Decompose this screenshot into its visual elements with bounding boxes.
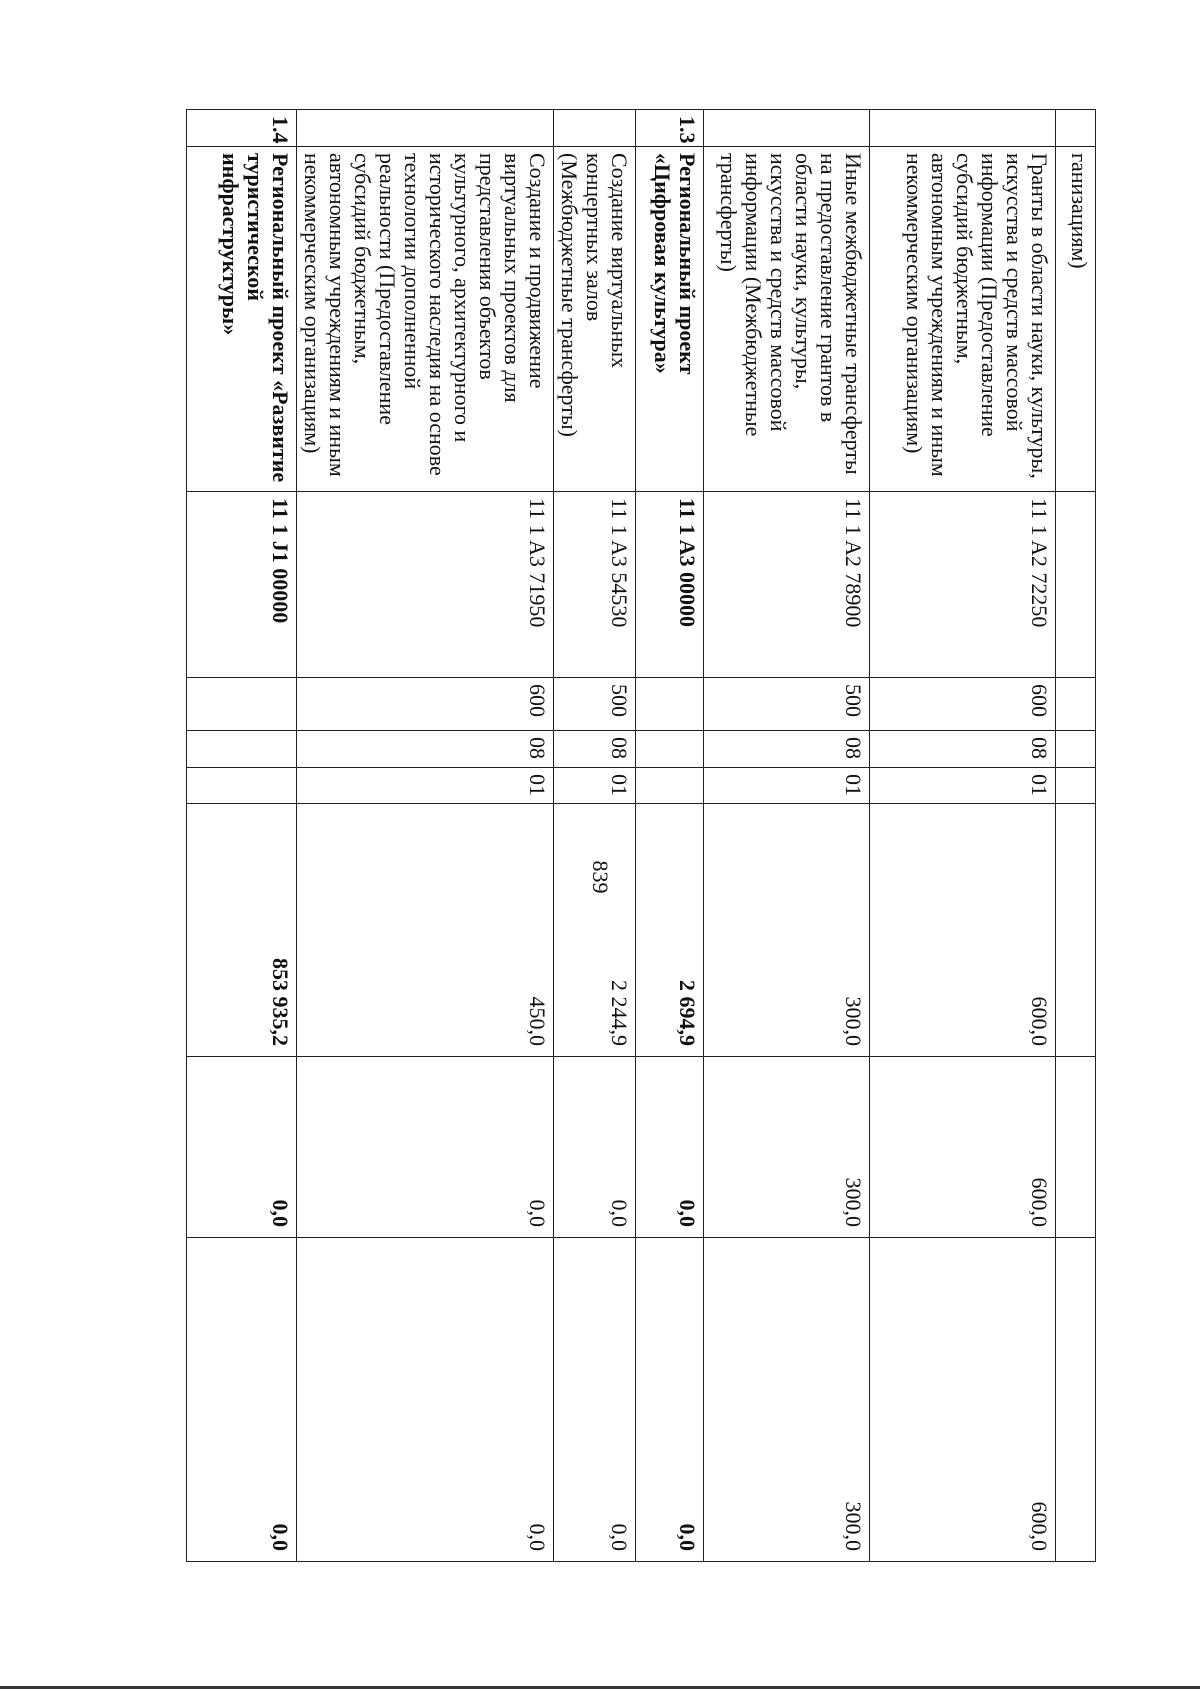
target-code: 11 1 A2 72250 bbox=[870, 492, 1056, 678]
amount-year-2: 0,0 bbox=[554, 1057, 636, 1238]
target-code: 11 1 A3 00000 bbox=[636, 492, 704, 678]
item-name: Иные межбюджетные трансферты на предоставление грантов в области науки, культуры, искусства и средств массовой информации (Межбюджетные трансферты) bbox=[704, 147, 870, 492]
expense-type bbox=[1056, 678, 1096, 731]
amount-year-3: 0,0 bbox=[636, 1238, 704, 1562]
target-code: 11 1 A3 71950 bbox=[297, 492, 554, 678]
item-name: ганизациям) bbox=[1056, 147, 1096, 492]
row-number: 1.4 bbox=[187, 110, 297, 147]
page-number: 839 bbox=[588, 860, 613, 894]
section-code bbox=[1056, 731, 1096, 768]
row-number bbox=[870, 110, 1056, 147]
amount-year-2: 0,0 bbox=[636, 1057, 704, 1238]
subsection-code: 01 bbox=[554, 768, 636, 804]
amount-year-1: 450,0 bbox=[297, 804, 554, 1057]
amount-year-2 bbox=[1056, 1057, 1096, 1238]
amount-year-3: 600,0 bbox=[870, 1238, 1056, 1562]
subsection-code bbox=[187, 768, 297, 804]
row-number bbox=[1056, 110, 1096, 147]
amount-year-2: 600,0 bbox=[870, 1057, 1056, 1238]
table-row bbox=[704, 110, 870, 1562]
expense-type bbox=[636, 678, 704, 731]
expense-type: 500 bbox=[554, 678, 636, 731]
table-row-section bbox=[636, 110, 704, 1562]
item-name: Региональный проект «Цифровая культура» bbox=[636, 147, 704, 492]
expense-type: 600 bbox=[297, 678, 554, 731]
table-row bbox=[297, 110, 554, 1562]
subsection-code: 01 bbox=[870, 768, 1056, 804]
budget-table bbox=[186, 109, 1096, 1562]
target-code bbox=[1056, 492, 1096, 678]
subsection-code: 01 bbox=[704, 768, 870, 804]
amount-year-1: 600,0 bbox=[870, 804, 1056, 1057]
item-name: Создание виртуальных концертных залов (Межбюджетные трансферты) bbox=[554, 147, 636, 492]
amount-year-1: 853 935,2 bbox=[187, 804, 297, 1057]
row-number bbox=[704, 110, 870, 147]
rotated-table-container bbox=[203, 109, 1096, 1561]
row-number bbox=[554, 110, 636, 147]
table-body bbox=[187, 110, 1096, 1562]
expense-type: 500 bbox=[704, 678, 870, 731]
expense-type: 600 bbox=[870, 678, 1056, 731]
amount-year-1: 300,0 bbox=[704, 804, 870, 1057]
target-code: 11 1 A3 54530 bbox=[554, 492, 636, 678]
section-code: 08 bbox=[554, 731, 636, 768]
amount-year-2: 300,0 bbox=[704, 1057, 870, 1238]
subsection-code: 01 bbox=[297, 768, 554, 804]
item-name: Гранты в области науки, культуры, искусства и средств массовой информации (Предоставление субсидий бюджетным, автономным учреждениям и иным некоммерческим организациям) bbox=[870, 147, 1056, 492]
budget-table-wrapper bbox=[203, 109, 1096, 1561]
expense-type bbox=[187, 678, 297, 731]
row-number bbox=[297, 110, 554, 147]
subsection-code bbox=[1056, 768, 1096, 804]
amount-year-1: 2 694,9 bbox=[636, 804, 704, 1057]
item-name: Создание и продвижение виртуальных проектов для представления объектов культурного, архитектурного и исторического наследия на основе технологии дополненной реальности (Предоставление субсидий бюджетным, автономным учреждениям и иным некоммерческим организациям) bbox=[297, 147, 554, 492]
section-code bbox=[636, 731, 704, 768]
table-row bbox=[554, 110, 636, 1562]
amount-year-3: 0,0 bbox=[187, 1238, 297, 1562]
item-name: Региональный проект «Развитие туристической инфраструктуры» bbox=[187, 147, 297, 492]
amount-year-3: 0,0 bbox=[297, 1238, 554, 1562]
amount-year-3: 0,0 bbox=[554, 1238, 636, 1562]
table-row-section bbox=[187, 110, 297, 1562]
amount-year-3 bbox=[1056, 1238, 1096, 1562]
amount-year-2: 0,0 bbox=[187, 1057, 297, 1238]
amount-year-2: 0,0 bbox=[297, 1057, 554, 1238]
row-number: 1.3 bbox=[636, 110, 704, 147]
amount-year-1: 2 244,9 bbox=[554, 804, 636, 1057]
scan-edge-line bbox=[0, 1686, 1200, 1689]
amount-year-1 bbox=[1056, 804, 1096, 1057]
section-code: 08 bbox=[870, 731, 1056, 768]
table-row bbox=[1056, 110, 1096, 1562]
amount-year-3: 300,0 bbox=[704, 1238, 870, 1562]
section-code: 08 bbox=[704, 731, 870, 768]
target-code: 11 1 J1 00000 bbox=[187, 492, 297, 678]
section-code bbox=[187, 731, 297, 768]
table-row bbox=[870, 110, 1056, 1562]
target-code: 11 1 A2 78900 bbox=[704, 492, 870, 678]
subsection-code bbox=[636, 768, 704, 804]
section-code: 08 bbox=[297, 731, 554, 768]
